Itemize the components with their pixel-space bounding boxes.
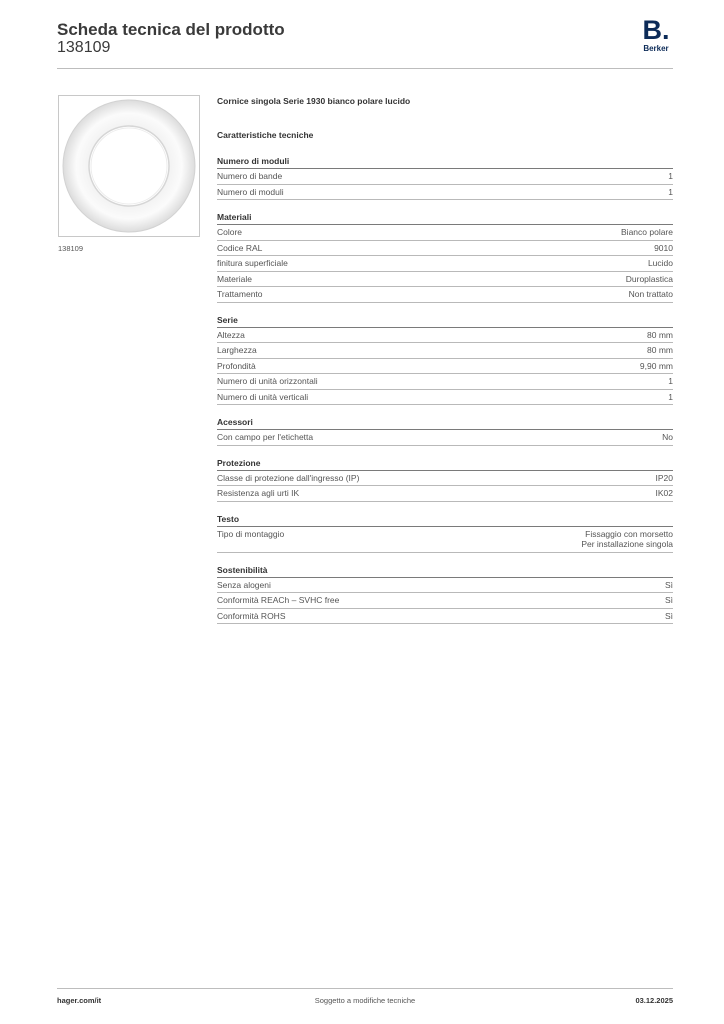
spec-label: Conformità ROHS	[217, 610, 286, 621]
logo-mark: B.	[642, 15, 670, 45]
spec-row	[217, 225, 673, 241]
spec-value	[648, 258, 673, 269]
spec-section	[217, 315, 673, 406]
spec-row	[217, 359, 673, 375]
spec-value-line: IK02	[655, 488, 673, 498]
spec-section	[217, 417, 673, 446]
logo-text: Berker	[643, 44, 669, 53]
product-image	[58, 95, 200, 237]
spec-value	[647, 345, 673, 356]
frame-illustration	[59, 96, 199, 236]
spec-value-line: 80 mm	[647, 329, 673, 340]
spec-value	[668, 187, 673, 198]
spec-row	[217, 272, 673, 288]
spec-section	[217, 514, 673, 553]
footer-notice: Soggetto a modifiche tecniche	[314, 996, 416, 1005]
spec-row	[217, 430, 673, 446]
section-title: Numero di moduli	[217, 156, 673, 169]
spec-value	[656, 473, 674, 484]
spec-row	[217, 343, 673, 359]
spec-value-line: 1	[668, 186, 673, 197]
spec-value	[668, 171, 673, 182]
spec-label: Profondità	[217, 360, 256, 371]
spec-value-line: Sì	[664, 579, 673, 590]
spec-label: Codice RAL	[217, 242, 263, 253]
spec-label: Numero di unità orizzontali	[217, 376, 318, 386]
spec-row	[217, 256, 673, 272]
spec-row	[217, 328, 673, 344]
spec-row	[217, 578, 673, 594]
spec-label: Colore	[217, 227, 243, 237]
footer-date: 03.12.2025	[635, 996, 673, 1005]
spec-label: Resistenza agli urti IK	[217, 488, 300, 498]
spec-row	[217, 169, 673, 185]
spec-label: Trattamento	[217, 289, 263, 299]
page-header	[57, 15, 673, 68]
spec-label: Numero di bande	[217, 171, 283, 181]
section-title: Protezione	[217, 458, 673, 471]
spec-label: Tipo di montaggio	[217, 528, 285, 539]
spec-value	[621, 227, 673, 238]
spec-value-line: Lucido	[647, 258, 673, 268]
image-caption: 138109	[58, 244, 84, 253]
spec-row	[217, 593, 673, 609]
spec-value-line: 9,90 mm	[639, 360, 673, 371]
section-title: Materiali	[217, 212, 673, 225]
spec-label: finitura superficiale	[217, 258, 288, 268]
spec-section	[217, 156, 673, 200]
spec-label: Con campo per l'etichetta	[217, 432, 314, 442]
spec-value	[647, 330, 673, 341]
spec-value-line: Fissaggio con morsetto	[585, 528, 673, 539]
spec-value-line: 1	[668, 376, 673, 386]
spec-value	[629, 289, 673, 300]
spec-section	[217, 458, 673, 502]
berker-logo	[639, 17, 673, 53]
spec-label: Conformità REACh – SVHC free	[217, 595, 340, 605]
spec-value-line: Duroplastica	[625, 273, 673, 284]
spec-label: Altezza	[217, 329, 245, 340]
spec-value-line: Non trattato	[628, 289, 673, 299]
spec-value	[665, 595, 673, 606]
spec-value	[656, 488, 674, 499]
spec-value	[626, 274, 673, 285]
section-title: Acessori	[217, 417, 673, 430]
spec-label: Senza alogeni	[217, 579, 271, 590]
spec-row	[217, 241, 673, 257]
spec-value-line: No	[662, 432, 673, 442]
document-title: Scheda tecnica del prodotto	[57, 20, 285, 39]
header-divider	[57, 68, 673, 69]
spec-content	[217, 96, 673, 624]
spec-section	[217, 212, 673, 303]
spec-label: Larghezza	[217, 345, 257, 355]
spec-row	[217, 390, 673, 406]
spec-value-line: 1	[668, 391, 673, 402]
spec-value	[668, 376, 673, 387]
spec-value-line: Bianco polare	[621, 227, 673, 237]
spec-value-line: Sì	[664, 595, 673, 605]
spec-section	[217, 565, 673, 625]
spec-value-line: Per installazione singola	[581, 539, 673, 549]
product-name: Cornice singola Serie 1930 bianco polare lucido	[217, 96, 411, 106]
spec-row	[217, 374, 673, 390]
product-code: 138109	[57, 39, 111, 56]
section-title: Sostenibilità	[217, 565, 673, 578]
spec-label: Materiale	[217, 273, 252, 284]
spec-value	[581, 529, 673, 550]
spec-label: Numero di moduli	[217, 186, 284, 197]
section-title: Testo	[217, 514, 673, 527]
spec-value-line: IP20	[655, 472, 673, 483]
spec-row	[217, 185, 673, 201]
spec-value	[662, 432, 673, 443]
spec-value-line: 9010	[654, 242, 673, 253]
footer-website[interactable]: hager.com/it	[57, 996, 102, 1005]
section-title: Serie	[217, 315, 673, 328]
spec-row	[217, 471, 673, 487]
spec-row	[217, 486, 673, 502]
spec-row	[217, 287, 673, 303]
spec-value	[665, 611, 673, 622]
spec-value	[665, 580, 673, 591]
spec-value-line: Sì	[664, 610, 673, 621]
footer-divider	[57, 988, 673, 989]
spec-value-line: 1	[668, 171, 673, 181]
tech-heading: Caratteristiche tecniche	[217, 130, 314, 140]
spec-row	[217, 609, 673, 625]
spec-sections	[217, 156, 673, 624]
spec-value	[640, 361, 673, 372]
spec-label: Numero di unità verticali	[217, 391, 309, 402]
spec-value-line: 80 mm	[647, 345, 673, 355]
spec-label: Classe di protezione dall'ingresso (IP)	[217, 472, 360, 483]
spec-row	[217, 527, 673, 553]
spec-value	[668, 392, 673, 403]
spec-value	[654, 243, 673, 254]
